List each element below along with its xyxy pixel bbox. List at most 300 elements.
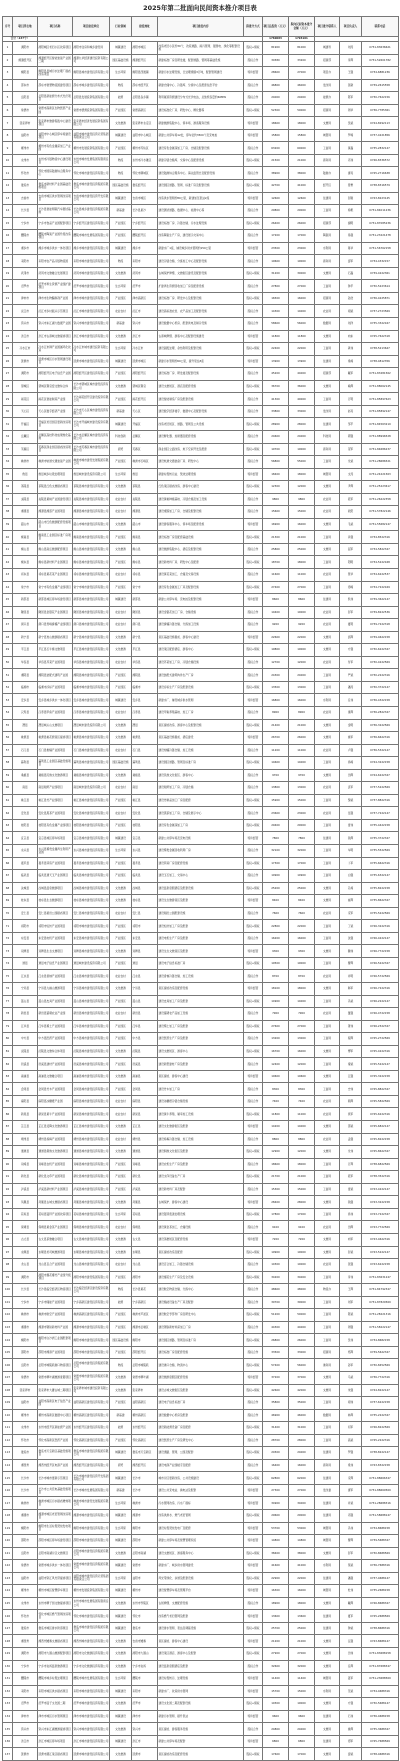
table-cell: 桃源县 xyxy=(13,732,38,745)
table-cell: 文旅局 xyxy=(315,882,340,895)
table-cell: 朱强 xyxy=(340,1384,362,1397)
table-cell: 股权合作 xyxy=(244,606,263,619)
table-cell: 农业农村 xyxy=(110,744,132,757)
table-cell: 沅江市城市建设投资有限公司 xyxy=(73,305,110,318)
table-cell: 长沙县智能网联汽车测试基地 xyxy=(38,205,73,218)
column-header: 项目建设单位 xyxy=(73,17,110,37)
table-cell: 双牌县城市建设投资有限公司 xyxy=(73,945,110,958)
table-cell: 邵阳市城市建设投资有限公司 xyxy=(73,1535,110,1548)
table-cell: 长沙县城乡建设投资集团有限公司 xyxy=(73,205,110,218)
table-cell: 0734-6881236 xyxy=(362,67,399,80)
table-cell: 长沙县星沙 xyxy=(132,205,158,218)
table-cell: 102 xyxy=(3,1309,13,1322)
table-cell: 建设冷链仓储、分拣加工中心及配套设施 xyxy=(158,255,244,268)
table-cell: 攸县 xyxy=(132,468,158,481)
table-cell: 72 xyxy=(3,932,13,945)
table-cell: 吉首市矮寨 xyxy=(132,1635,158,1648)
table-row xyxy=(3,1070,399,1083)
table-cell: 0739-8222536 xyxy=(362,606,399,619)
table-cell: 27900 xyxy=(263,1648,289,1661)
table-cell: 益阳高新区建设投资有限公司 xyxy=(73,1397,110,1410)
table-cell: 28000 xyxy=(289,418,315,431)
table-cell: 37 xyxy=(3,493,13,506)
table-cell: 汝城县城市建设投资有限公司 xyxy=(73,882,110,895)
table-cell: 浏阳市烟花爆竹产业园升级项目 xyxy=(38,1271,73,1284)
table-cell: 安化县 xyxy=(132,807,158,820)
table-cell: 经开区 xyxy=(315,180,340,193)
table-cell: 11800 xyxy=(263,1108,289,1121)
table-row xyxy=(3,945,399,958)
table-cell: 14600 xyxy=(263,757,289,770)
table-cell: 湘乡市 xyxy=(132,242,158,255)
table-cell: 涟源市城区污水管网建设项目 xyxy=(38,355,73,368)
table-cell: 特许经营 xyxy=(244,1535,263,1548)
table-cell: 0739-5622347 xyxy=(362,1346,399,1359)
table-cell: 住建局 xyxy=(315,1497,340,1510)
table-cell: 洞口县 xyxy=(132,619,158,632)
table-cell: 28400 xyxy=(263,1196,289,1209)
table-cell: 产业园区 xyxy=(110,1397,132,1410)
table-cell: 欧阳 xyxy=(340,506,362,519)
table-cell: 34200 xyxy=(263,1271,289,1284)
table-cell: 特许经营 xyxy=(244,1585,263,1598)
table-cell: 城镇建设 xyxy=(110,1610,132,1623)
table-cell: 股权合作 xyxy=(244,92,263,105)
table-cell: 江华县稀土产业园项目 xyxy=(38,1020,73,1033)
table-cell: 21300 xyxy=(263,531,289,544)
table-cell: 11600 xyxy=(263,568,289,581)
table-cell: 0734-8682158 xyxy=(362,1334,399,1347)
table-cell: 物流 xyxy=(110,1284,132,1297)
table-cell: 望城区铜官 xyxy=(132,380,158,393)
table-row xyxy=(3,1208,399,1221)
table-cell: 建设电子信息标准厂房 xyxy=(158,957,244,970)
table-cell: 长沙县 xyxy=(13,205,38,218)
table-cell: 董强 xyxy=(340,1008,362,1021)
table-cell: 10600 xyxy=(263,1070,289,1083)
table-cell: 0743-4222147 xyxy=(362,1183,399,1196)
table-cell: 城镇建设 xyxy=(110,1447,132,1460)
table-cell: 永兴县 xyxy=(13,845,38,858)
table-cell: 资兴市城市建设投资有限公司 xyxy=(73,1723,110,1736)
table-cell: 湘潭经开区 xyxy=(132,54,158,67)
table-cell: 40000 xyxy=(289,393,315,406)
table-cell: 18600 xyxy=(263,117,289,130)
table-cell: 夏军 xyxy=(340,1610,362,1623)
table-cell: 城镇建设 xyxy=(110,42,132,55)
table-row xyxy=(3,242,399,255)
table-cell: 19 xyxy=(3,267,13,280)
table-cell: 文旅局 xyxy=(315,1121,340,1134)
table-cell: 夏明 xyxy=(340,619,362,632)
table-cell: 陆港办 xyxy=(315,167,340,180)
table-cell: 文旅局 xyxy=(315,1196,340,1209)
table-row xyxy=(3,1146,399,1159)
table-cell: 69 xyxy=(3,895,13,908)
table-cell: 韶山市红色旅游配套设施项目 xyxy=(38,518,73,531)
table-cell: 股权+债权 xyxy=(244,719,263,732)
table-cell: 能源办 xyxy=(315,92,340,105)
table-cell: 双峰县农机产业园项目 xyxy=(38,1158,73,1171)
table-cell: 陶瓷局 xyxy=(315,230,340,243)
table-cell: 怀化市城区燃气管网改造项目 xyxy=(38,1610,73,1623)
table-cell: 江华县 xyxy=(132,1020,158,1033)
table-cell: 64 xyxy=(3,832,13,845)
table-cell: 22800 xyxy=(263,920,289,933)
table-cell: 建设智能制造厂房及配套设施 xyxy=(158,393,244,406)
table-cell: 韶山市 xyxy=(13,518,38,531)
table-cell: 改造供水管网约80公里，新建加压泵站2座 xyxy=(158,192,244,205)
table-cell: 醴陵市城乡垃圾处理项目 xyxy=(38,1673,73,1686)
table-cell: 建设文旅街区、酒店及配套设施 xyxy=(158,380,244,393)
table-cell: 13000 xyxy=(289,1033,315,1046)
table-cell: 改造老旧街区、道路、管网及公共设施 xyxy=(158,418,244,431)
table-cell: 任辉 xyxy=(340,1660,362,1673)
table-cell: 建设数字经济楼宇、数据中心及配套设施 xyxy=(158,405,244,418)
table-cell: 33 xyxy=(3,443,13,456)
table-cell: 50000 xyxy=(289,104,315,117)
table-cell: 麻阳县城市建设投资有限公司 xyxy=(73,1095,110,1108)
table-cell: 岳麓区高校科技成果转化基地 xyxy=(38,430,73,443)
table-cell: 0746-3222316 xyxy=(362,920,399,933)
table-row xyxy=(3,706,399,719)
table-row xyxy=(3,1484,399,1497)
table-cell: 农业农村 xyxy=(110,782,132,795)
table-cell: 靖州县城市建设投资有限公司 xyxy=(73,1133,110,1146)
table-cell: 文旅局 xyxy=(315,1384,340,1397)
table-cell: 0731-52601782 xyxy=(362,54,399,67)
table-cell: 21000 xyxy=(289,719,315,732)
table-cell: 0739-3622147 xyxy=(362,594,399,607)
table-cell: 耒阳市 xyxy=(13,1685,38,1698)
column-header: 拟向民间资本推介金额（万元） xyxy=(289,17,315,37)
table-cell: 景区提质改造及配套 xyxy=(158,1246,244,1259)
table-cell: 长沙市 xyxy=(132,1484,158,1497)
table-cell: 工信局 xyxy=(315,1434,340,1447)
table-cell: 特许经营 xyxy=(244,1560,263,1573)
table-cell: 津市市城区污水管网项目 xyxy=(38,1710,73,1723)
table-cell: 21000 xyxy=(289,1635,315,1648)
table-cell: 邵东市 xyxy=(13,79,38,92)
table-cell: 建设冰糖橙冷链仓储设施 xyxy=(158,1095,244,1108)
table-cell: 9300 xyxy=(263,945,289,958)
table-cell: 祁东县黄花菜产业园项目 xyxy=(38,568,73,581)
table-cell: 茶陵县 xyxy=(13,481,38,494)
table-cell: 29 xyxy=(3,393,13,406)
table-cell: 12000 xyxy=(289,481,315,494)
table-cell: 0739-5688347 xyxy=(362,1535,399,1548)
table-cell: 道县城市建设投资有限公司 xyxy=(73,957,110,970)
table-cell: 涟源市 xyxy=(13,355,38,368)
table-cell: 张家界市 xyxy=(132,1384,158,1397)
table-cell: 文化旅游 xyxy=(110,1635,132,1648)
table-cell: 戴军 xyxy=(340,368,362,381)
table-cell: 邵阳市城区停车场建设项目 xyxy=(38,1535,73,1548)
table-cell: 21700 xyxy=(263,1171,289,1184)
table-cell: 宁乡经开区建设投资有限公司 xyxy=(73,217,110,230)
table-cell: 临武县城市建设投资有限公司 xyxy=(73,870,110,883)
table-cell: 住建局 xyxy=(315,1472,340,1485)
table-cell: 18100 xyxy=(263,983,289,996)
table-cell: 产业园区 xyxy=(110,531,132,544)
table-cell: 特许经营 xyxy=(244,1070,263,1083)
table-cell: 文化旅游 xyxy=(110,543,132,556)
table-cell: 刘涛 xyxy=(340,42,362,55)
summary-promote-amount: 1794101 xyxy=(289,37,315,42)
table-cell: 23 xyxy=(3,318,13,331)
table-cell: 特许经营 xyxy=(244,1610,263,1623)
table-cell: 永州市 xyxy=(13,1597,38,1610)
table-cell: 衡南县城市建设投资有限公司 xyxy=(73,531,110,544)
table-row xyxy=(3,205,399,218)
table-cell: 炎陵县黄桃产业园建设项目 xyxy=(38,493,73,506)
table-cell: 16000 xyxy=(289,1459,315,1472)
table-cell: 农业农村 xyxy=(110,807,132,820)
table-cell: 产业园区 xyxy=(110,556,132,569)
table-cell: 31400 xyxy=(263,1422,289,1435)
table-cell: 钱辉 xyxy=(340,832,362,845)
table-cell: 湘潭市城市建设投资有限公司 xyxy=(73,1321,110,1334)
table-cell: 慈利县 xyxy=(13,757,38,770)
table-cell: 嘉禾县铸造产业园项目 xyxy=(38,857,73,870)
table-row xyxy=(3,305,399,318)
table-row xyxy=(3,845,399,858)
table-cell: 物流办 xyxy=(315,1284,340,1297)
table-cell: 桃江县城市建设投资有限公司 xyxy=(73,794,110,807)
table-cell: 股权+债权 xyxy=(244,1698,263,1711)
table-cell: 永州市冷水滩区 xyxy=(132,154,158,167)
table-cell: 19000 xyxy=(289,443,315,456)
table-cell: 52 xyxy=(3,681,13,694)
table-cell: 怀化市城市建设投资有限公司 xyxy=(73,167,110,180)
table-cell: 汉寿县城市建设投资有限公司 xyxy=(73,706,110,719)
table-cell: 麻阳县冰糖橙产业园 xyxy=(38,1095,73,1108)
table-cell: 文旅局 xyxy=(315,631,340,644)
table-cell: 13 xyxy=(3,192,13,205)
table-cell: 工信局 xyxy=(315,1171,340,1184)
table-cell: 股权+债权 xyxy=(244,481,263,494)
table-cell: 0736-4322158 xyxy=(362,694,399,707)
table-cell: 15900 xyxy=(263,794,289,807)
table-cell: 湘潭市 xyxy=(13,1509,38,1522)
table-cell: 27400 xyxy=(263,581,289,594)
table-row xyxy=(3,907,399,920)
table-cell: 衡东县 xyxy=(132,556,158,569)
table-cell: 0731-28686521 xyxy=(362,456,399,469)
table-row xyxy=(3,970,399,983)
table-cell: 39000 xyxy=(289,1296,315,1309)
table-cell: 股权+债权 xyxy=(244,1422,263,1435)
table-cell: 工信局 xyxy=(315,531,340,544)
table-cell: 8900 xyxy=(289,706,315,719)
table-row xyxy=(3,430,399,443)
table-row xyxy=(3,1058,399,1071)
table-cell: 桂阳县 xyxy=(13,819,38,832)
table-cell: 16000 xyxy=(289,694,315,707)
table-cell: 股权合作 xyxy=(244,870,263,883)
table-cell: 城镇建设 xyxy=(110,1585,132,1598)
table-cell: 0730-5223614 xyxy=(362,280,399,293)
table-cell: 娄底市新材料产业园基础设施项目 xyxy=(38,180,73,193)
table-cell: 农业局 xyxy=(315,1133,340,1146)
table-cell: 文旅局 xyxy=(315,1660,340,1673)
table-cell: 49 xyxy=(3,644,13,657)
table-cell: 新化县 xyxy=(13,1171,38,1184)
table-cell: 康辉 xyxy=(340,706,362,719)
table-cell: 邵阳市 xyxy=(13,1346,38,1359)
table-cell: 建设稻田公园配套设施 xyxy=(158,907,244,920)
table-cell: 14800 xyxy=(263,1535,289,1548)
table-row xyxy=(3,318,399,331)
table-cell: 50 xyxy=(3,656,13,669)
column-header: 联系电话 xyxy=(362,17,399,37)
table-cell: 股权+债权 xyxy=(244,180,263,193)
table-cell: 涟源市湄江景区提质项目 xyxy=(38,1748,73,1761)
table-row xyxy=(3,418,399,431)
table-cell: 文化旅游 xyxy=(110,1121,132,1134)
table-cell: 常宁市城市建设投资有限公司 xyxy=(73,581,110,594)
table-cell: 姜军 xyxy=(340,1673,362,1686)
table-cell: 龙山县 xyxy=(13,1259,38,1272)
table-cell: 21200 xyxy=(263,1635,289,1648)
table-cell: 56000 xyxy=(289,1359,315,1372)
table-cell: 股权合作 xyxy=(244,280,263,293)
table-cell: 18400 xyxy=(263,468,289,481)
table-cell: 生态环保 xyxy=(110,280,132,293)
table-cell: 马斌 xyxy=(340,1371,362,1384)
table-cell: 新基建 xyxy=(110,405,132,418)
table-cell: 股权+债权 xyxy=(244,1447,263,1460)
table-cell: 54 xyxy=(3,706,13,719)
table-cell: 0735-2832147 xyxy=(362,142,399,155)
table-cell: 湘阴县城市建设投资有限公司 xyxy=(73,669,110,682)
table-cell: 建设黄桃种植基地、冷链仓储及加工设施 xyxy=(158,493,244,506)
table-cell: 常德市柳叶湖 xyxy=(132,1371,158,1384)
table-cell: 程辉 xyxy=(340,1033,362,1046)
table-cell: 城管局 xyxy=(315,468,340,481)
table-cell: 17800 xyxy=(263,1208,289,1221)
table-cell: 0731-87085236 xyxy=(362,217,399,230)
table-cell: 麻阳县 xyxy=(13,1095,38,1108)
table-cell: 汨罗市屈子文化园二期 xyxy=(38,1698,73,1711)
table-cell: 祁东县 xyxy=(13,568,38,581)
table-cell: 孙军 xyxy=(340,1359,362,1372)
table-cell: 安化县黑茶产业园项目 xyxy=(38,807,73,820)
table-cell: 33800 xyxy=(263,405,289,418)
table-cell: 9600 xyxy=(289,1710,315,1723)
table-cell: 81000 xyxy=(289,42,315,55)
table-cell: 股权+债权 xyxy=(244,154,263,167)
table-cell: 38000 xyxy=(289,167,315,180)
table-cell: 112 xyxy=(3,1434,13,1447)
table-cell: 张强 xyxy=(340,1259,362,1272)
table-cell: 生态环保 xyxy=(110,1522,132,1535)
table-cell: 张家界市大庸古城二期项目 xyxy=(38,1384,73,1397)
table-cell: 24600 xyxy=(263,430,289,443)
table-cell: 19000 xyxy=(289,957,315,970)
table-cell: 28 xyxy=(3,380,13,393)
table-cell: 建设湘莲加工厂房、仓储及配套设施 xyxy=(158,506,244,519)
table-cell: 农业农村 xyxy=(110,907,132,920)
table-row xyxy=(3,619,399,632)
table-cell: 园区基础设施 xyxy=(110,1334,132,1347)
table-cell: 股权+债权 xyxy=(244,920,263,933)
table-cell: 湘阴县 xyxy=(13,669,38,682)
table-cell: 开福区 xyxy=(13,418,38,431)
table-cell: 天心区 xyxy=(132,405,158,418)
table-cell: 肖强 xyxy=(340,531,362,544)
table-cell: 汨罗市城市建设投资有限公司 xyxy=(73,1698,110,1711)
table-cell: 岳阳市城陵矶港口物流项目 xyxy=(38,1359,73,1372)
table-cell: 工信局 xyxy=(315,581,340,594)
table-cell: 隆回县金银花产业园项目 xyxy=(38,606,73,619)
page-title: 2025年第二批面向民间资本推介项目表 xyxy=(143,4,257,12)
table-row xyxy=(3,757,399,770)
table-cell: 会同县 xyxy=(132,1083,158,1096)
table-cell: 澧县城头山文旅项目 xyxy=(38,719,73,732)
table-cell: 9200 xyxy=(263,619,289,632)
table-cell: 0735-8222158 xyxy=(362,882,399,895)
table-cell: 株洲市石峰区 xyxy=(132,456,158,469)
table-cell: 股权合作 xyxy=(244,1058,263,1071)
table-cell: 景区基础设施提质、游客中心建设 xyxy=(158,631,244,644)
table-cell: 27000 xyxy=(289,67,315,80)
table-cell: 衡山县南岳旅游配套项目 xyxy=(38,543,73,556)
table-cell: 建设航空物流仓储、分拣中心 xyxy=(158,1284,244,1297)
table-cell: 农业局 xyxy=(315,1221,340,1234)
table-cell: 特许经营 xyxy=(244,1710,263,1723)
table-cell: 双峰县 xyxy=(13,1158,38,1171)
table-cell: 股权+债权 xyxy=(244,681,263,694)
table-cell: 衡东县新材料产业园项目 xyxy=(38,556,73,569)
table-cell: 0731-87820569 xyxy=(362,1296,399,1309)
table-cell: 股权+债权 xyxy=(244,794,263,807)
table-cell: 招商部 xyxy=(315,368,340,381)
table-cell: 湘阴县装配式建筑产业园 xyxy=(38,669,73,682)
table-cell: 岳麓区 xyxy=(13,430,38,443)
column-header: 行业领域 xyxy=(110,17,132,37)
table-cell: 0738-4812356 xyxy=(362,355,399,368)
table-cell: 污水管网改造、污水厂提标 xyxy=(158,1497,244,1510)
table-cell: 改造供排水、燃气老旧管网 xyxy=(158,1509,244,1522)
table-cell: 桃江县 xyxy=(13,794,38,807)
table-cell: 益阳市城市建设投资运营集团有限责任公司 xyxy=(73,129,110,142)
table-cell: 农业局 xyxy=(315,568,340,581)
table-cell: 股权合作 xyxy=(244,1158,263,1171)
table-cell: 利用屋顶资源建设分布式光伏电站，总装机容量约60MW xyxy=(158,92,244,105)
table-cell: 新田县富硒农业产业园 xyxy=(38,1008,73,1021)
table-cell: 25200 xyxy=(263,882,289,895)
table-cell: 宁远县 xyxy=(132,983,158,996)
table-cell: 望城区铜官窑文旅综合体 xyxy=(38,380,73,393)
table-cell: 特许经营 xyxy=(244,832,263,845)
table-cell: 文旅局 xyxy=(315,1371,340,1384)
table-cell: 股权+债权 xyxy=(244,42,263,55)
table-cell: 29800 xyxy=(263,205,289,218)
table-cell: 股权合作 xyxy=(244,543,263,556)
table-cell: 0734-5222168 xyxy=(362,556,399,569)
table-cell: 22 xyxy=(3,305,13,318)
table-cell: 股权合作 xyxy=(244,1259,263,1272)
table-cell: 开福区老旧街区更新改造项目 xyxy=(38,418,73,431)
table-cell: 22600 xyxy=(263,631,289,644)
table-cell: 浏阳经开区电子信息产业园 xyxy=(38,368,73,381)
table-cell: 22000 xyxy=(289,631,315,644)
table-cell: 股权+债权 xyxy=(244,556,263,569)
table-cell: 城镇建设 xyxy=(110,1509,132,1522)
table-cell: 道县 xyxy=(132,957,158,970)
table-cell: 文化旅游 xyxy=(110,882,132,895)
